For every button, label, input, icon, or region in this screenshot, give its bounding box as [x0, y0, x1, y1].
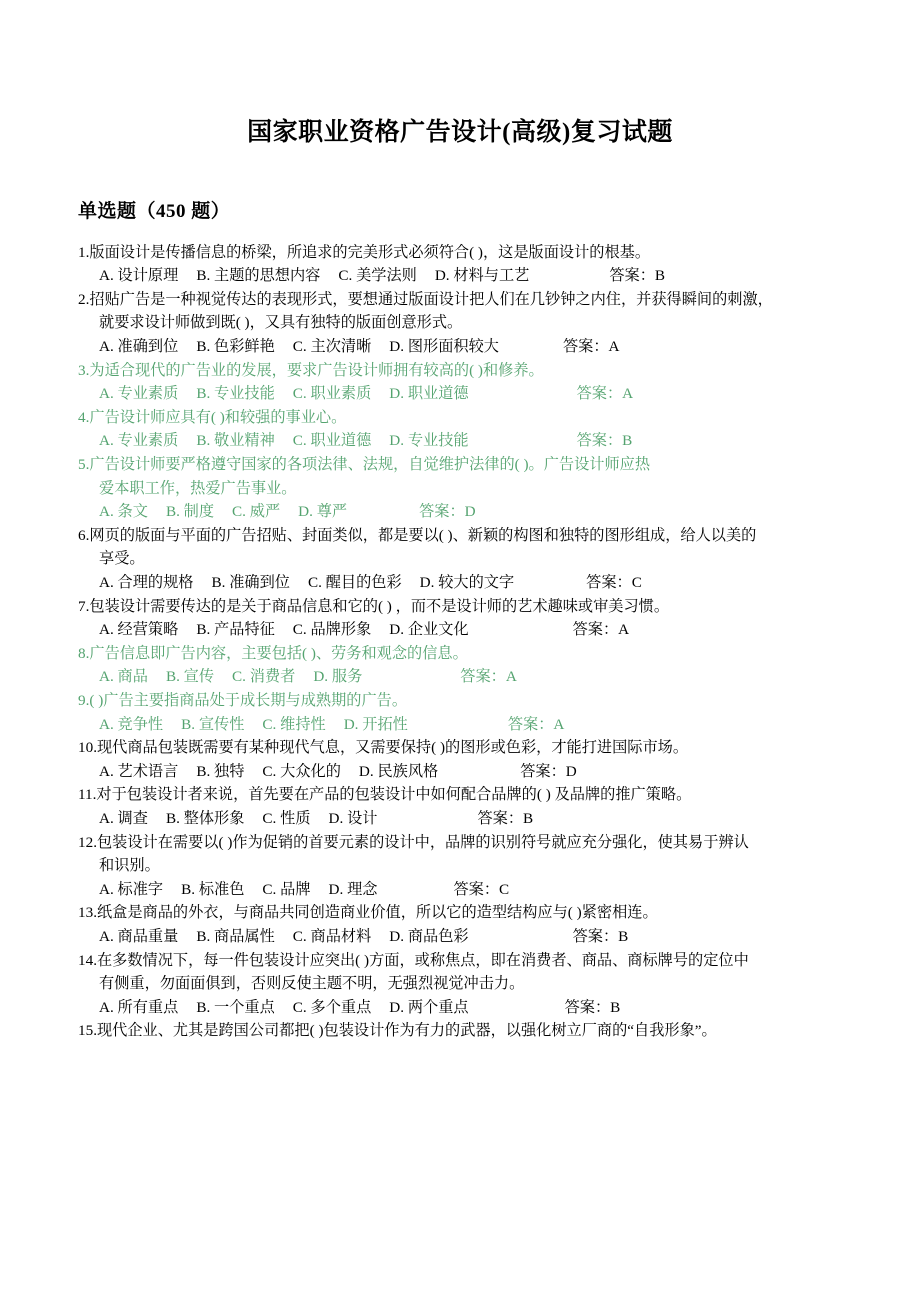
- option-choice[interactable]: A. 经营策略: [99, 621, 179, 639]
- answer-label: 答案：A: [576, 385, 634, 403]
- question-item: [62, 595, 858, 642]
- option-row: [62, 618, 858, 642]
- question-stem: [62, 453, 858, 477]
- option-choice[interactable]: D. 职业道德: [389, 385, 469, 403]
- answer-label: 答案：B: [576, 432, 633, 450]
- option-choice[interactable]: D. 两个重点: [389, 998, 469, 1016]
- option-choice[interactable]: A. 专业素质: [99, 432, 179, 450]
- question-item: [62, 783, 858, 830]
- question-stem-continuation: [62, 477, 858, 501]
- option-choice[interactable]: B. 商品属性: [196, 927, 275, 945]
- question-stem: [62, 359, 858, 383]
- option-row: [62, 500, 858, 524]
- answer-label: 答案：D: [419, 503, 476, 521]
- option-row: [62, 996, 858, 1020]
- option-row: [62, 925, 858, 949]
- option-choice[interactable]: C. 消费者: [232, 668, 296, 686]
- question-text: 广告信息即广告内容，主要包括( )、劳务和观念的信息。: [89, 644, 468, 662]
- section-heading: 单选题（450 题）: [78, 201, 231, 222]
- option-row: [62, 264, 858, 288]
- option-choice[interactable]: B. 色彩鲜艳: [196, 338, 275, 356]
- question-stem-continuation: [62, 854, 858, 878]
- question-text: 现代商品包装既需要有某种现代气息，又需要保持( )的图形或色彩，才能打进国际市场。: [96, 739, 689, 757]
- question-stem: [62, 642, 858, 666]
- question-stem: [62, 241, 858, 265]
- option-choice[interactable]: C. 品牌形象: [292, 621, 372, 639]
- option-choice[interactable]: C. 美学法则: [338, 267, 417, 285]
- option-choice[interactable]: A. 专业素质: [99, 385, 179, 403]
- answer-label: 答案：B: [564, 998, 621, 1016]
- option-choice[interactable]: D. 专业技能: [389, 432, 469, 450]
- answer-label: 答案：A: [562, 338, 620, 356]
- question-item: [62, 831, 858, 902]
- option-choice[interactable]: C. 性质: [262, 809, 311, 827]
- question-text: 包装设计需要传达的是关于商品信息和它的( ) ，而不是设计师的艺术趣味或审美习惯。: [89, 597, 670, 615]
- option-choice[interactable]: B. 主题的思想内容: [196, 267, 321, 285]
- question-item: [62, 524, 858, 595]
- question-number: 7.: [78, 597, 90, 615]
- option-choice[interactable]: B. 专业技能: [196, 385, 275, 403]
- question-stem: [62, 524, 858, 548]
- question-stem: [62, 288, 858, 312]
- question-item: [62, 288, 858, 359]
- question-item: [62, 241, 858, 288]
- question-text: 有侧重，勿面面俱到，否则反使主题不明，无强烈视觉冲击力。: [99, 975, 525, 993]
- question-text: 享受。: [99, 550, 145, 568]
- question-number: 2.: [78, 290, 90, 308]
- option-choice[interactable]: C. 大众化的: [262, 762, 341, 780]
- option-row: [62, 807, 858, 831]
- question-stem-continuation: [62, 311, 858, 335]
- question-item: [62, 689, 858, 736]
- option-choice[interactable]: D. 图形面积较大: [389, 338, 499, 356]
- option-choice[interactable]: B. 敬业精神: [196, 432, 275, 450]
- question-text: 包装设计在需要以( )作为促销的首要元素的设计中，品牌的识别符号就应充分强化，使其易于辨认: [96, 833, 749, 851]
- option-choice[interactable]: D. 商品色彩: [389, 927, 469, 945]
- question-number: 9.: [78, 691, 90, 709]
- option-choice[interactable]: A. 商品: [99, 668, 148, 686]
- option-row: [62, 760, 858, 784]
- option-choice[interactable]: C. 多个重点: [292, 998, 372, 1016]
- option-choice[interactable]: B. 制度: [165, 503, 215, 521]
- question-number: 12.: [78, 833, 97, 851]
- question-stem: [62, 901, 858, 925]
- question-stem: [62, 783, 858, 807]
- option-choice[interactable]: D. 尊严: [298, 503, 348, 521]
- option-choice[interactable]: A. 标准字: [99, 880, 164, 898]
- question-text: 网页的版面与平面的广告招贴、封面类似，都是要以( )、新颖的构图和独特的图形组成，给人以美的: [89, 526, 757, 544]
- option-choice[interactable]: D. 材料与工艺: [434, 267, 530, 285]
- question-number: 8.: [78, 644, 90, 662]
- question-text: 对于包装设计者来说，首先要在产品的包装设计中如何配合品牌的( ) 及品牌的推广策略。: [96, 786, 692, 804]
- option-choice[interactable]: B. 宣传性: [181, 715, 245, 733]
- question-item: [62, 736, 858, 783]
- question-text: 为适合现代的广告业的发展，要求广告设计师拥有较高的( )和修养。: [89, 361, 544, 379]
- question-number: 14.: [78, 951, 97, 969]
- option-choice[interactable]: B. 独特: [196, 762, 245, 780]
- option-choice[interactable]: D. 理念: [328, 880, 378, 898]
- option-row: [62, 335, 858, 359]
- option-row: [62, 878, 858, 902]
- question-stem: [62, 831, 858, 855]
- question-item: [62, 359, 858, 406]
- question-list: [62, 225, 858, 1043]
- answer-label: 答案：A: [507, 715, 565, 733]
- question-text: 版面设计是传播信息的桥梁，所追求的完美形式必须符合( )，这是版面设计的根基。: [89, 243, 651, 261]
- question-item: [62, 949, 858, 1020]
- question-text: 在多数情况下，每一件包装设计应突出( )方面，或称焦点，即在消费者、商品、商标牌号的定位中: [96, 951, 749, 969]
- question-stem: [62, 595, 858, 619]
- option-choice[interactable]: D. 设计: [328, 809, 378, 827]
- question-number: 13.: [78, 904, 97, 922]
- question-text: 纸盒是商品的外衣，与商品共同创造商业价值，所以它的造型结构应与( )紧密相连。: [96, 904, 658, 922]
- question-text: 就要求设计师做到既( )，又具有独特的版面创意形式。: [99, 314, 463, 332]
- question-number: 10.: [78, 739, 97, 757]
- option-row: [62, 571, 858, 595]
- option-row: [62, 713, 858, 737]
- option-choice[interactable]: D. 企业文化: [389, 621, 469, 639]
- question-text: 招贴广告是一种视觉传达的表现形式，要想通过版面设计把人们在几钞钟之内住，并获得瞬间的刺激，: [89, 290, 773, 308]
- option-choice[interactable]: A. 竞争性: [99, 715, 164, 733]
- option-choice[interactable]: C. 主次清晰: [292, 338, 372, 356]
- option-row: [62, 382, 858, 406]
- answer-label: 答案：C: [453, 880, 510, 898]
- option-choice[interactable]: A. 准确到位: [99, 338, 179, 356]
- option-choice[interactable]: A. 商品重量: [99, 927, 179, 945]
- question-number: 11.: [78, 786, 97, 804]
- question-number: 6.: [78, 526, 90, 544]
- option-choice[interactable]: A. 设计原理: [99, 267, 179, 285]
- question-stem: [62, 736, 858, 760]
- answer-label: 答案：B: [477, 809, 534, 827]
- option-choice[interactable]: A. 合理的规格: [99, 574, 194, 591]
- option-choice[interactable]: C. 威严: [232, 503, 281, 521]
- option-choice[interactable]: D. 较大的文字: [419, 574, 515, 591]
- option-choice[interactable]: B. 标准色: [181, 880, 245, 898]
- option-choice[interactable]: C. 职业素质: [292, 385, 372, 403]
- question-text: 和识别。: [99, 857, 160, 875]
- option-choice[interactable]: C. 商品材料: [292, 927, 372, 945]
- question-stem: [62, 949, 858, 973]
- question-number: 3.: [78, 361, 90, 379]
- option-choice[interactable]: A. 所有重点: [99, 998, 179, 1016]
- option-row: [62, 429, 858, 453]
- question-text: ( )广告主要指商品处于成长期与成熟期的广告。: [89, 691, 408, 709]
- question-item: [62, 642, 858, 689]
- answer-label: 答案：C: [586, 574, 642, 591]
- question-stem: [62, 689, 858, 713]
- option-choice[interactable]: B. 准确到位: [211, 574, 290, 591]
- option-choice[interactable]: B. 产品特征: [196, 621, 275, 639]
- option-choice[interactable]: D. 服务: [313, 668, 363, 686]
- answer-label: 答案：A: [572, 621, 630, 639]
- answer-label: 答案：B: [609, 267, 666, 285]
- question-stem-continuation: [62, 547, 858, 571]
- option-choice[interactable]: C. 醒目的色彩: [307, 574, 402, 591]
- question-stem-continuation: [62, 972, 858, 996]
- option-row: [62, 665, 858, 689]
- question-item: [62, 406, 858, 453]
- question-text: 广告设计师应具有( )和较强的事业心。: [89, 408, 347, 426]
- question-number: 1.: [78, 243, 90, 261]
- question-stem: [62, 406, 858, 430]
- question-text: 现代企业、尤其是跨国公司都把( )包装设计作为有力的武器，以强化树立厂商的“自我形象”。: [96, 1022, 717, 1040]
- question-stem: [62, 1019, 858, 1043]
- answer-label: 答案：B: [572, 927, 629, 945]
- page-title: 国家职业资格广告设计(高级)复习试题: [247, 119, 673, 146]
- option-choice[interactable]: B. 宣传: [165, 668, 215, 686]
- question-item: [62, 453, 858, 524]
- option-choice[interactable]: C. 品牌: [262, 880, 311, 898]
- question-number: 4.: [78, 408, 90, 426]
- answer-label: 答案：A: [460, 668, 517, 686]
- option-choice[interactable]: A. 条文: [99, 503, 148, 521]
- option-choice[interactable]: A. 调查: [99, 809, 148, 827]
- question-number: 5.: [78, 456, 90, 474]
- option-choice[interactable]: B. 整体形象: [165, 809, 245, 827]
- question-item: [62, 1019, 858, 1043]
- question-item: [62, 901, 858, 948]
- question-number: 15.: [78, 1022, 97, 1040]
- question-text: 广告设计师要严格遵守国家的各项法律、法规，自觉维护法律的( )。广告设计师应热: [89, 456, 651, 474]
- option-choice[interactable]: D. 民族风格: [358, 762, 439, 780]
- answer-label: 答案：D: [520, 762, 577, 780]
- option-choice[interactable]: B. 一个重点: [196, 998, 275, 1016]
- option-choice[interactable]: A. 艺术语言: [99, 762, 179, 780]
- question-text: 爱本职工作，热爱广告事业。: [99, 479, 297, 497]
- option-choice[interactable]: C. 职业道德: [292, 432, 372, 450]
- option-choice[interactable]: C. 维持性: [262, 715, 326, 733]
- option-choice[interactable]: D. 开拓性: [343, 715, 408, 733]
